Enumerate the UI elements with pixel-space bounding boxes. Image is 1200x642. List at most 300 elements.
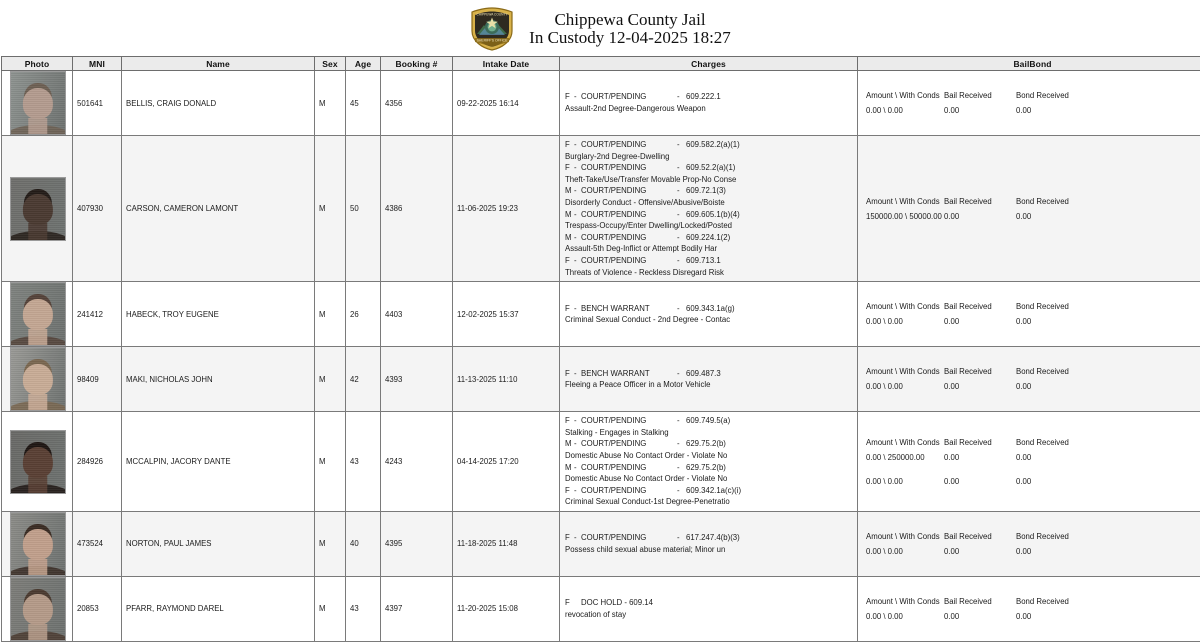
charge-statute-dash: - bbox=[677, 91, 686, 103]
bail-header-bail-received: Bail Received bbox=[944, 299, 1016, 314]
charge-statute: 609.52.2(a)(1) bbox=[686, 162, 735, 174]
bailbond-header-row bbox=[866, 594, 1200, 609]
charge-entry bbox=[565, 232, 857, 255]
cell-name-text: NORTON, PAUL JAMES bbox=[122, 539, 314, 548]
bail-amount-with-conds: 150000.00 \ 50000.00 bbox=[866, 209, 944, 224]
charge-type: COURT/PENDING bbox=[581, 438, 677, 450]
charge-entry bbox=[565, 415, 857, 438]
cell-photo bbox=[2, 412, 73, 512]
column-header-sex: Sex bbox=[315, 57, 346, 71]
bail-header-bond-received: Bond Received bbox=[1016, 194, 1076, 209]
charge-statute-dash: - bbox=[677, 139, 686, 151]
cell-name bbox=[122, 412, 315, 512]
charge-level: F bbox=[565, 485, 574, 497]
cell-age bbox=[346, 511, 381, 576]
bail-header-amount: Amount \ With Conds bbox=[866, 435, 944, 450]
cell-booking-number bbox=[381, 282, 453, 347]
table-row bbox=[2, 136, 1200, 282]
cell-mni bbox=[73, 347, 122, 412]
bailbond-header-row bbox=[866, 194, 1200, 209]
cell-booking-number bbox=[381, 412, 453, 512]
charge-statute: 609.582.2(a)(1) bbox=[686, 139, 740, 151]
cell-mni bbox=[73, 576, 122, 641]
cell-sex-text: M bbox=[315, 204, 345, 213]
charge-statute: 609.605.1(b)(4) bbox=[686, 209, 740, 221]
charge-description: Assault-2nd Degree-Dangerous Weapon bbox=[565, 103, 857, 115]
table-header bbox=[2, 57, 1200, 71]
cell-sex bbox=[315, 576, 346, 641]
cell-charges bbox=[560, 412, 858, 512]
charge-level-dash: - bbox=[574, 91, 581, 103]
charge-statute-dash: - bbox=[677, 255, 686, 267]
charge-statute-dash: - bbox=[677, 162, 686, 174]
cell-booking-number-text: 4356 bbox=[381, 99, 452, 108]
charge-entry bbox=[565, 485, 857, 508]
bail-header-amount: Amount \ With Conds bbox=[866, 594, 944, 609]
charge-statute: 609.343.1a(g) bbox=[686, 303, 735, 315]
charge-level-dash: - bbox=[574, 368, 581, 380]
cell-intake-date bbox=[453, 511, 560, 576]
cell-intake-date-text: 11-06-2025 19:23 bbox=[453, 204, 559, 213]
cell-booking-number bbox=[381, 576, 453, 641]
bailbond-list bbox=[858, 191, 1200, 227]
cell-intake-date bbox=[453, 71, 560, 136]
bail-header-amount: Amount \ With Conds bbox=[866, 299, 944, 314]
cell-intake-date bbox=[453, 136, 560, 282]
charge-statute: 609.224.1(2) bbox=[686, 232, 730, 244]
cell-age-text: 26 bbox=[346, 310, 380, 319]
bailbond-value-row bbox=[866, 209, 1200, 224]
charge-type: DOC HOLD - 609.14 bbox=[581, 597, 677, 609]
cell-charges bbox=[560, 511, 858, 576]
cell-intake-date-text: 11-13-2025 11:10 bbox=[453, 375, 559, 384]
bail-received-value: 0.00 bbox=[944, 609, 1016, 624]
cell-mni-text: 98409 bbox=[73, 375, 121, 384]
column-header-intake: Intake Date bbox=[453, 57, 560, 71]
table-row bbox=[2, 282, 1200, 347]
charge-level-dash: - bbox=[574, 209, 581, 221]
cell-age bbox=[346, 347, 381, 412]
cell-age bbox=[346, 136, 381, 282]
charge-type: COURT/PENDING bbox=[581, 232, 677, 244]
charge-description: Criminal Sexual Conduct - 2nd Degree - Contac bbox=[565, 314, 857, 326]
cell-sex bbox=[315, 71, 346, 136]
cell-mni-text: 501641 bbox=[73, 99, 121, 108]
bond-received-value: 0.00 bbox=[1016, 450, 1076, 465]
cell-intake-date bbox=[453, 282, 560, 347]
charge-level-dash: - bbox=[574, 185, 581, 197]
column-header-bailbond: BailBond bbox=[858, 57, 1200, 71]
cell-sex-text: M bbox=[315, 375, 345, 384]
cell-mni-text: 284926 bbox=[73, 457, 121, 466]
cell-photo bbox=[2, 511, 73, 576]
bail-header-amount: Amount \ With Conds bbox=[866, 88, 944, 103]
bailbond-value-row bbox=[866, 379, 1200, 394]
bailbond-list bbox=[858, 432, 1200, 492]
charge-entry bbox=[565, 162, 857, 185]
cell-booking-number-text: 4243 bbox=[381, 457, 452, 466]
charge-description: Fleeing a Peace Officer in a Motor Vehicle bbox=[565, 379, 857, 391]
cell-mni bbox=[73, 511, 122, 576]
column-header-mni: MNI bbox=[73, 57, 122, 71]
charge-level-dash: - bbox=[574, 303, 581, 315]
cell-bailbond bbox=[858, 511, 1200, 576]
charge-level: M bbox=[565, 462, 574, 474]
charge-statute-dash: - bbox=[677, 185, 686, 197]
charge-statute-dash: - bbox=[677, 303, 686, 315]
bail-header-bond-received: Bond Received bbox=[1016, 529, 1076, 544]
charge-level-dash: - bbox=[574, 415, 581, 427]
cell-intake-date-text: 12-02-2025 15:37 bbox=[453, 310, 559, 319]
charge-entry bbox=[565, 185, 857, 208]
charge-statute-dash: - bbox=[677, 209, 686, 221]
charge-entry bbox=[565, 597, 857, 620]
bailbond-spacer bbox=[866, 465, 1200, 474]
charge-description: Theft-Take/Use/Transfer Movable Prop-No Conse bbox=[565, 174, 857, 186]
cell-photo bbox=[2, 576, 73, 641]
bailbond-value-row bbox=[866, 609, 1200, 624]
cell-name-text: MAKI, NICHOLAS JOHN bbox=[122, 375, 314, 384]
bond-received-value: 0.00 bbox=[1016, 379, 1076, 394]
mugshot-photo bbox=[10, 512, 66, 576]
charge-description: Disorderly Conduct - Offensive/Abusive/Boiste bbox=[565, 197, 857, 209]
bond-received-value: 0.00 bbox=[1016, 103, 1076, 118]
cell-name bbox=[122, 347, 315, 412]
cell-age-text: 45 bbox=[346, 99, 380, 108]
charge-level: F bbox=[565, 532, 574, 544]
charge-statute: 609.342.1a(c)(i) bbox=[686, 485, 741, 497]
charge-statute-dash: - bbox=[677, 232, 686, 244]
column-header-name: Name bbox=[122, 57, 315, 71]
cell-intake-date bbox=[453, 576, 560, 641]
charge-level-dash bbox=[574, 597, 581, 609]
bail-header-bond-received: Bond Received bbox=[1016, 364, 1076, 379]
bailbond-header-row bbox=[866, 299, 1200, 314]
cell-bailbond bbox=[858, 576, 1200, 641]
charge-level-dash: - bbox=[574, 139, 581, 151]
cell-intake-date bbox=[453, 347, 560, 412]
bond-received-value: 0.00 bbox=[1016, 209, 1076, 224]
bail-header-amount: Amount \ With Conds bbox=[866, 364, 944, 379]
charge-statute: 629.75.2(b) bbox=[686, 462, 726, 474]
charge-level-dash: - bbox=[574, 232, 581, 244]
cell-sex-text: M bbox=[315, 604, 345, 613]
cell-name bbox=[122, 136, 315, 282]
cell-booking-number bbox=[381, 71, 453, 136]
mugshot-photo bbox=[10, 282, 66, 346]
table-row bbox=[2, 511, 1200, 576]
custody-roster-table bbox=[1, 56, 1200, 642]
cell-booking-number bbox=[381, 511, 453, 576]
charge-type: COURT/PENDING bbox=[581, 185, 677, 197]
bail-received-value: 0.00 bbox=[944, 450, 1016, 465]
bail-received-value: 0.00 bbox=[944, 379, 1016, 394]
charge-level-dash: - bbox=[574, 255, 581, 267]
charge-description: Threats of Violence - Reckless Disregard Risk bbox=[565, 267, 857, 279]
charge-level: F bbox=[565, 597, 574, 609]
charge-level: F bbox=[565, 303, 574, 315]
cell-age bbox=[346, 282, 381, 347]
cell-booking-number-text: 4397 bbox=[381, 604, 452, 613]
charge-level-dash: - bbox=[574, 485, 581, 497]
cell-sex-text: M bbox=[315, 310, 345, 319]
bail-header-bail-received: Bail Received bbox=[944, 364, 1016, 379]
charge-level-dash: - bbox=[574, 438, 581, 450]
cell-age bbox=[346, 71, 381, 136]
charges-list bbox=[560, 365, 857, 394]
cell-mni-text: 241412 bbox=[73, 310, 121, 319]
page-header bbox=[0, 0, 1200, 56]
charge-statute-dash: - bbox=[677, 438, 686, 450]
charge-statute: 609.222.1 bbox=[686, 91, 721, 103]
bailbond-header-row bbox=[866, 88, 1200, 103]
charges-list bbox=[560, 88, 857, 117]
cell-booking-number-text: 4386 bbox=[381, 204, 452, 213]
charge-type: COURT/PENDING bbox=[581, 255, 677, 267]
charge-type: COURT/PENDING bbox=[581, 162, 677, 174]
charge-entry bbox=[565, 139, 857, 162]
sheriff-badge-icon bbox=[469, 7, 515, 51]
charge-type: COURT/PENDING bbox=[581, 462, 677, 474]
cell-age-text: 42 bbox=[346, 375, 380, 384]
charges-list bbox=[560, 300, 857, 329]
charge-entry bbox=[565, 462, 857, 485]
cell-sex bbox=[315, 347, 346, 412]
charge-level: M bbox=[565, 438, 574, 450]
charges-list bbox=[560, 594, 857, 623]
charge-entry bbox=[565, 209, 857, 232]
charge-statute: 609.487.3 bbox=[686, 368, 721, 380]
title-line-1: Chippewa County Jail bbox=[529, 11, 731, 29]
charge-type: COURT/PENDING bbox=[581, 532, 677, 544]
cell-name-text: HABECK, TROY EUGENE bbox=[122, 310, 314, 319]
svg-text:CHIPPEWA COUNTY: CHIPPEWA COUNTY bbox=[477, 12, 509, 16]
charge-statute-dash: - bbox=[677, 368, 686, 380]
cell-mni bbox=[73, 136, 122, 282]
cell-intake-date-text: 04-14-2025 17:20 bbox=[453, 457, 559, 466]
bail-amount-with-conds: 0.00 \ 0.00 bbox=[866, 544, 944, 559]
bail-amount-with-conds: 0.00 \ 0.00 bbox=[866, 609, 944, 624]
cell-bailbond bbox=[858, 282, 1200, 347]
table-body bbox=[2, 71, 1200, 642]
bond-received-value: 0.00 bbox=[1016, 314, 1076, 329]
cell-age-text: 43 bbox=[346, 604, 380, 613]
cell-photo bbox=[2, 347, 73, 412]
charge-description: Burglary-2nd Degree-Dwelling bbox=[565, 151, 857, 163]
charge-type: BENCH WARRANT bbox=[581, 368, 677, 380]
bail-header-bail-received: Bail Received bbox=[944, 529, 1016, 544]
bond-received-value: 0.00 bbox=[1016, 544, 1076, 559]
bail-header-bond-received: Bond Received bbox=[1016, 88, 1076, 103]
cell-bailbond bbox=[858, 412, 1200, 512]
bailbond-list bbox=[858, 526, 1200, 562]
charge-statute: 609.72.1(3) bbox=[686, 185, 726, 197]
charge-statute-dash: - bbox=[677, 462, 686, 474]
bond-received-value: 0.00 bbox=[1016, 474, 1076, 489]
cell-name bbox=[122, 282, 315, 347]
cell-bailbond bbox=[858, 71, 1200, 136]
cell-bailbond bbox=[858, 347, 1200, 412]
cell-name-text: PFARR, RAYMOND DAREL bbox=[122, 604, 314, 613]
bailbond-value-row bbox=[866, 314, 1200, 329]
charge-statute-dash: - bbox=[677, 415, 686, 427]
bailbond-list bbox=[858, 85, 1200, 121]
svg-text:SHERIFF'S OFFICE: SHERIFF'S OFFICE bbox=[477, 39, 509, 43]
cell-name bbox=[122, 576, 315, 641]
charge-type: COURT/PENDING bbox=[581, 485, 677, 497]
bail-received-value: 0.00 bbox=[944, 314, 1016, 329]
cell-intake-date bbox=[453, 412, 560, 512]
table-row bbox=[2, 71, 1200, 136]
charges-list bbox=[560, 136, 857, 281]
cell-charges bbox=[560, 347, 858, 412]
cell-sex-text: M bbox=[315, 539, 345, 548]
bail-header-bond-received: Bond Received bbox=[1016, 299, 1076, 314]
column-header-charges: Charges bbox=[560, 57, 858, 71]
table-row bbox=[2, 347, 1200, 412]
cell-intake-date-text: 09-22-2025 16:14 bbox=[453, 99, 559, 108]
charge-level: M bbox=[565, 185, 574, 197]
bailbond-list bbox=[858, 591, 1200, 627]
charge-description: Domestic Abuse No Contact Order - Violate No bbox=[565, 450, 857, 462]
cell-photo bbox=[2, 136, 73, 282]
cell-booking-number-text: 4393 bbox=[381, 375, 452, 384]
bailbond-value-row bbox=[866, 103, 1200, 118]
mugshot-photo bbox=[10, 430, 66, 494]
cell-mni-text: 407930 bbox=[73, 204, 121, 213]
title-line-2: In Custody 12-04-2025 18:27 bbox=[529, 29, 731, 47]
bail-amount-with-conds: 0.00 \ 0.00 bbox=[866, 314, 944, 329]
charges-list bbox=[560, 529, 857, 558]
cell-mni bbox=[73, 71, 122, 136]
charge-level: F bbox=[565, 368, 574, 380]
bail-header-bail-received: Bail Received bbox=[944, 435, 1016, 450]
charge-type: COURT/PENDING bbox=[581, 415, 677, 427]
charge-type: BENCH WARRANT bbox=[581, 303, 677, 315]
charge-level: M bbox=[565, 209, 574, 221]
bail-amount-with-conds: 0.00 \ 0.00 bbox=[866, 379, 944, 394]
charge-statute: 609.713.1 bbox=[686, 255, 721, 267]
mugshot-photo bbox=[10, 177, 66, 241]
bail-received-value: 0.00 bbox=[944, 103, 1016, 118]
cell-name-text: CARSON, CAMERON LAMONT bbox=[122, 204, 314, 213]
cell-sex bbox=[315, 136, 346, 282]
cell-photo bbox=[2, 282, 73, 347]
bail-header-bond-received: Bond Received bbox=[1016, 435, 1076, 450]
column-header-booking: Booking # bbox=[381, 57, 453, 71]
bailbond-header-row bbox=[866, 364, 1200, 379]
charge-entry bbox=[565, 532, 857, 555]
cell-age-text: 43 bbox=[346, 457, 380, 466]
charge-description: Trespass-Occupy/Enter Dwelling/Locked/Posted bbox=[565, 220, 857, 232]
cell-name bbox=[122, 511, 315, 576]
charge-type: COURT/PENDING bbox=[581, 91, 677, 103]
charge-statute: 609.749.5(a) bbox=[686, 415, 730, 427]
cell-intake-date-text: 11-18-2025 11:48 bbox=[453, 539, 559, 548]
table-header-row bbox=[2, 57, 1200, 71]
bail-header-amount: Amount \ With Conds bbox=[866, 529, 944, 544]
charge-description: Domestic Abuse No Contact Order - Violate No bbox=[565, 473, 857, 485]
cell-charges bbox=[560, 282, 858, 347]
charges-list bbox=[560, 412, 857, 511]
charge-entry bbox=[565, 303, 857, 326]
table-row bbox=[2, 576, 1200, 641]
charge-entry bbox=[565, 255, 857, 278]
cell-age-text: 40 bbox=[346, 539, 380, 548]
charge-level-dash: - bbox=[574, 162, 581, 174]
charge-level: F bbox=[565, 139, 574, 151]
charge-statute: 629.75.2(b) bbox=[686, 438, 726, 450]
cell-charges bbox=[560, 136, 858, 282]
cell-sex bbox=[315, 511, 346, 576]
charge-level: F bbox=[565, 91, 574, 103]
charge-type: COURT/PENDING bbox=[581, 139, 677, 151]
cell-mni-text: 473524 bbox=[73, 539, 121, 548]
cell-bailbond bbox=[858, 136, 1200, 282]
charge-level: F bbox=[565, 415, 574, 427]
cell-booking-number bbox=[381, 347, 453, 412]
bail-header-bail-received: Bail Received bbox=[944, 88, 1016, 103]
cell-booking-number-text: 4403 bbox=[381, 310, 452, 319]
bail-header-bail-received: Bail Received bbox=[944, 194, 1016, 209]
bail-header-bail-received: Bail Received bbox=[944, 594, 1016, 609]
bail-header-amount: Amount \ With Conds bbox=[866, 194, 944, 209]
table-row bbox=[2, 412, 1200, 512]
charge-level: M bbox=[565, 232, 574, 244]
charge-description: Stalking - Engages in Stalking bbox=[565, 427, 857, 439]
charge-level: F bbox=[565, 255, 574, 267]
bond-received-value: 0.00 bbox=[1016, 609, 1076, 624]
mugshot-photo bbox=[10, 347, 66, 411]
charge-description: Possess child sexual abuse material; Minor un bbox=[565, 544, 857, 556]
bailbond-value-row bbox=[866, 474, 1200, 489]
cell-sex-text: M bbox=[315, 457, 345, 466]
cell-name-text: BELLIS, CRAIG DONALD bbox=[122, 99, 314, 108]
cell-age-text: 50 bbox=[346, 204, 380, 213]
bail-amount-with-conds: 0.00 \ 0.00 bbox=[866, 474, 944, 489]
cell-age bbox=[346, 412, 381, 512]
cell-mni bbox=[73, 412, 122, 512]
cell-booking-number-text: 4395 bbox=[381, 539, 452, 548]
charge-description: Criminal Sexual Conduct-1st Degree-Penetratio bbox=[565, 496, 857, 508]
cell-charges bbox=[560, 576, 858, 641]
cell-age bbox=[346, 576, 381, 641]
cell-sex bbox=[315, 412, 346, 512]
charge-statute: 617.247.4(b)(3) bbox=[686, 532, 740, 544]
bail-header-bond-received: Bond Received bbox=[1016, 594, 1076, 609]
charge-level-dash: - bbox=[574, 462, 581, 474]
page-title bbox=[529, 11, 731, 48]
charge-entry bbox=[565, 438, 857, 461]
bail-received-value: 0.00 bbox=[944, 474, 1016, 489]
bailbond-list bbox=[858, 296, 1200, 332]
cell-charges bbox=[560, 71, 858, 136]
bailbond-value-row bbox=[866, 450, 1200, 465]
charge-description: Assault-5th Deg-Inflict or Attempt Bodily Har bbox=[565, 243, 857, 255]
cell-sex bbox=[315, 282, 346, 347]
mugshot-photo bbox=[10, 71, 66, 135]
charge-entry bbox=[565, 91, 857, 114]
bail-amount-with-conds: 0.00 \ 0.00 bbox=[866, 103, 944, 118]
cell-name bbox=[122, 71, 315, 136]
charge-level: F bbox=[565, 162, 574, 174]
cell-mni bbox=[73, 282, 122, 347]
cell-name-text: MCCALPIN, JACORY DANTE bbox=[122, 457, 314, 466]
cell-sex-text: M bbox=[315, 99, 345, 108]
column-header-age: Age bbox=[346, 57, 381, 71]
bailbond-list bbox=[858, 361, 1200, 397]
charge-entry bbox=[565, 368, 857, 391]
